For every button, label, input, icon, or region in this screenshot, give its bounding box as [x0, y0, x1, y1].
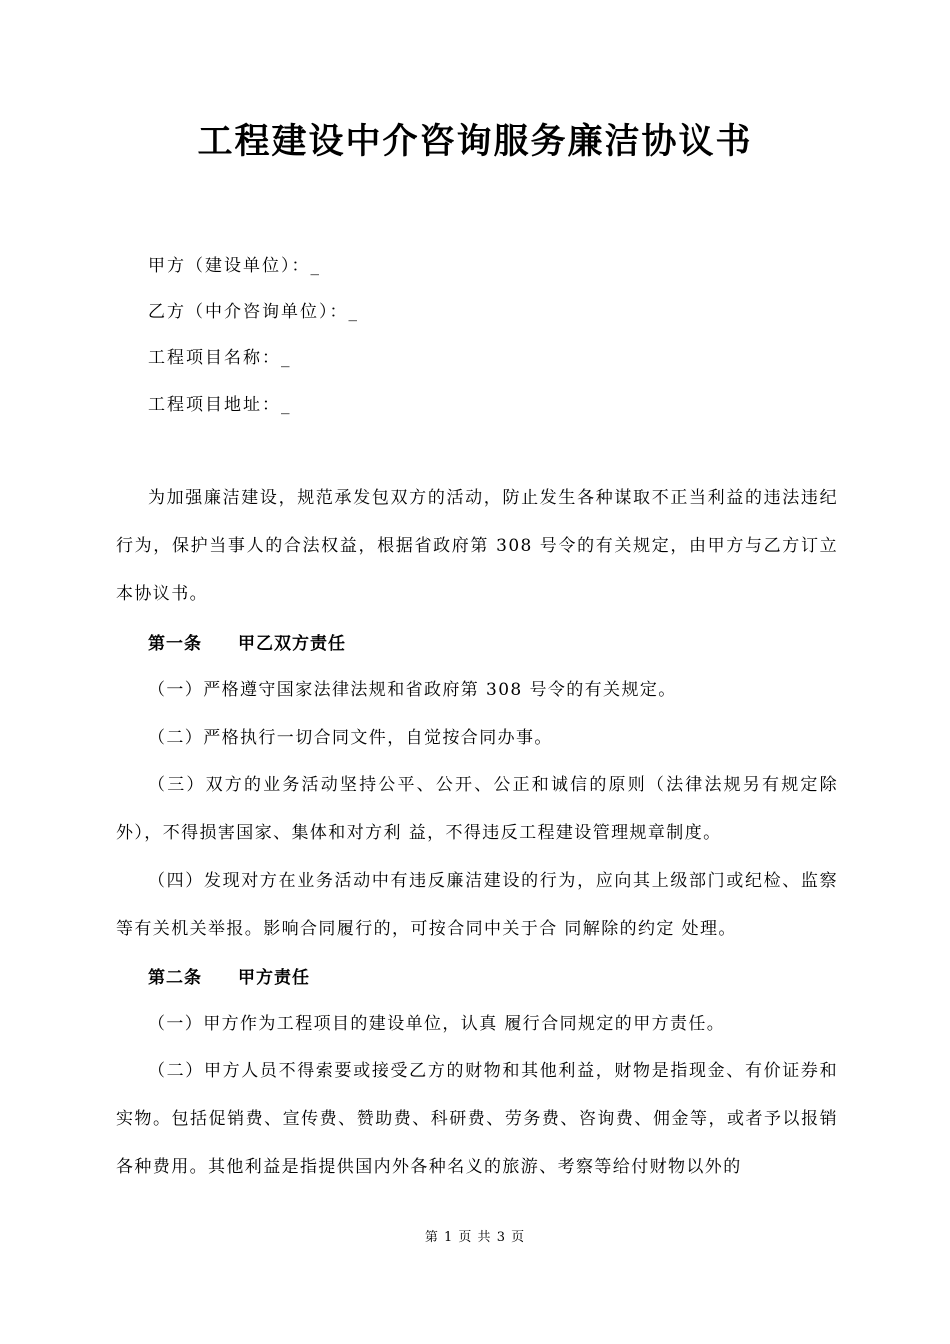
article-1-item-3: （三）双方的业务活动坚持公平、公开、公正和诚信的原则（法律法规另有规定除外），不得损害国家、集体和对方利 益，不得违反工程建设管理规章制度。 — [116, 775, 838, 843]
article-2-number: 第二条 — [148, 968, 202, 988]
party-a-field: 甲方（建设单位）：_ — [148, 256, 321, 276]
article-1-number: 第一条 — [148, 634, 202, 654]
project-address-field: 工程项目地址：_ — [148, 395, 292, 415]
article-1-item-2: （二）严格执行一切合同文件，自觉按合同办事。 — [148, 728, 553, 748]
article-1-item-1: （一）严格遵守国家法律法规和省政府第 308 号令的有关规定。 — [148, 680, 677, 700]
project-name-field: 工程项目名称：_ — [148, 348, 292, 368]
article-2-item-2: （二）甲方人员不得索要或接受乙方的财物和其他利益，财物是指现金、有价证券和实物。包括促销费、宣传费、赞助费、科研费、劳务费、咨询费、佣金等，或者予以报销各种费用。其他利益是指提供国内外各种名义的旅游、考察等给付财物以外的 — [116, 1061, 838, 1177]
page-number: 第 1 页 共 3 页 — [424, 1230, 526, 1245]
party-b-field: 乙方（中介咨询单位）：_ — [148, 302, 359, 322]
article-1-item-4: （四）发现对方在业务活动中有违反廉洁建设的行为，应向其上级部门或纪检、监察等有关机关举报。影响合同履行的，可按合同中关于合 同解除的约定 处理。 — [116, 871, 838, 939]
article-2-item-1: （一）甲方作为工程项目的建设单位，认真 履行合同规定的甲方责任。 — [148, 1014, 726, 1034]
preamble-paragraph: 为加强廉洁建设，规范承发包双方的活动，防止发生各种谋取不正当利益的违法违纪行为，保护当事人的合法权益，根据省政府第 308 号令的有关规定，由甲方与乙方订立本协议书。 — [116, 488, 838, 604]
article-1-title: 甲乙双方责任 — [238, 634, 346, 654]
article-1-heading — [148, 632, 346, 656]
article-2-heading — [148, 966, 310, 990]
document-title: 工程建设中介咨询服务廉洁协议书 — [197, 121, 753, 162]
article-2-title: 甲方责任 — [238, 968, 310, 988]
